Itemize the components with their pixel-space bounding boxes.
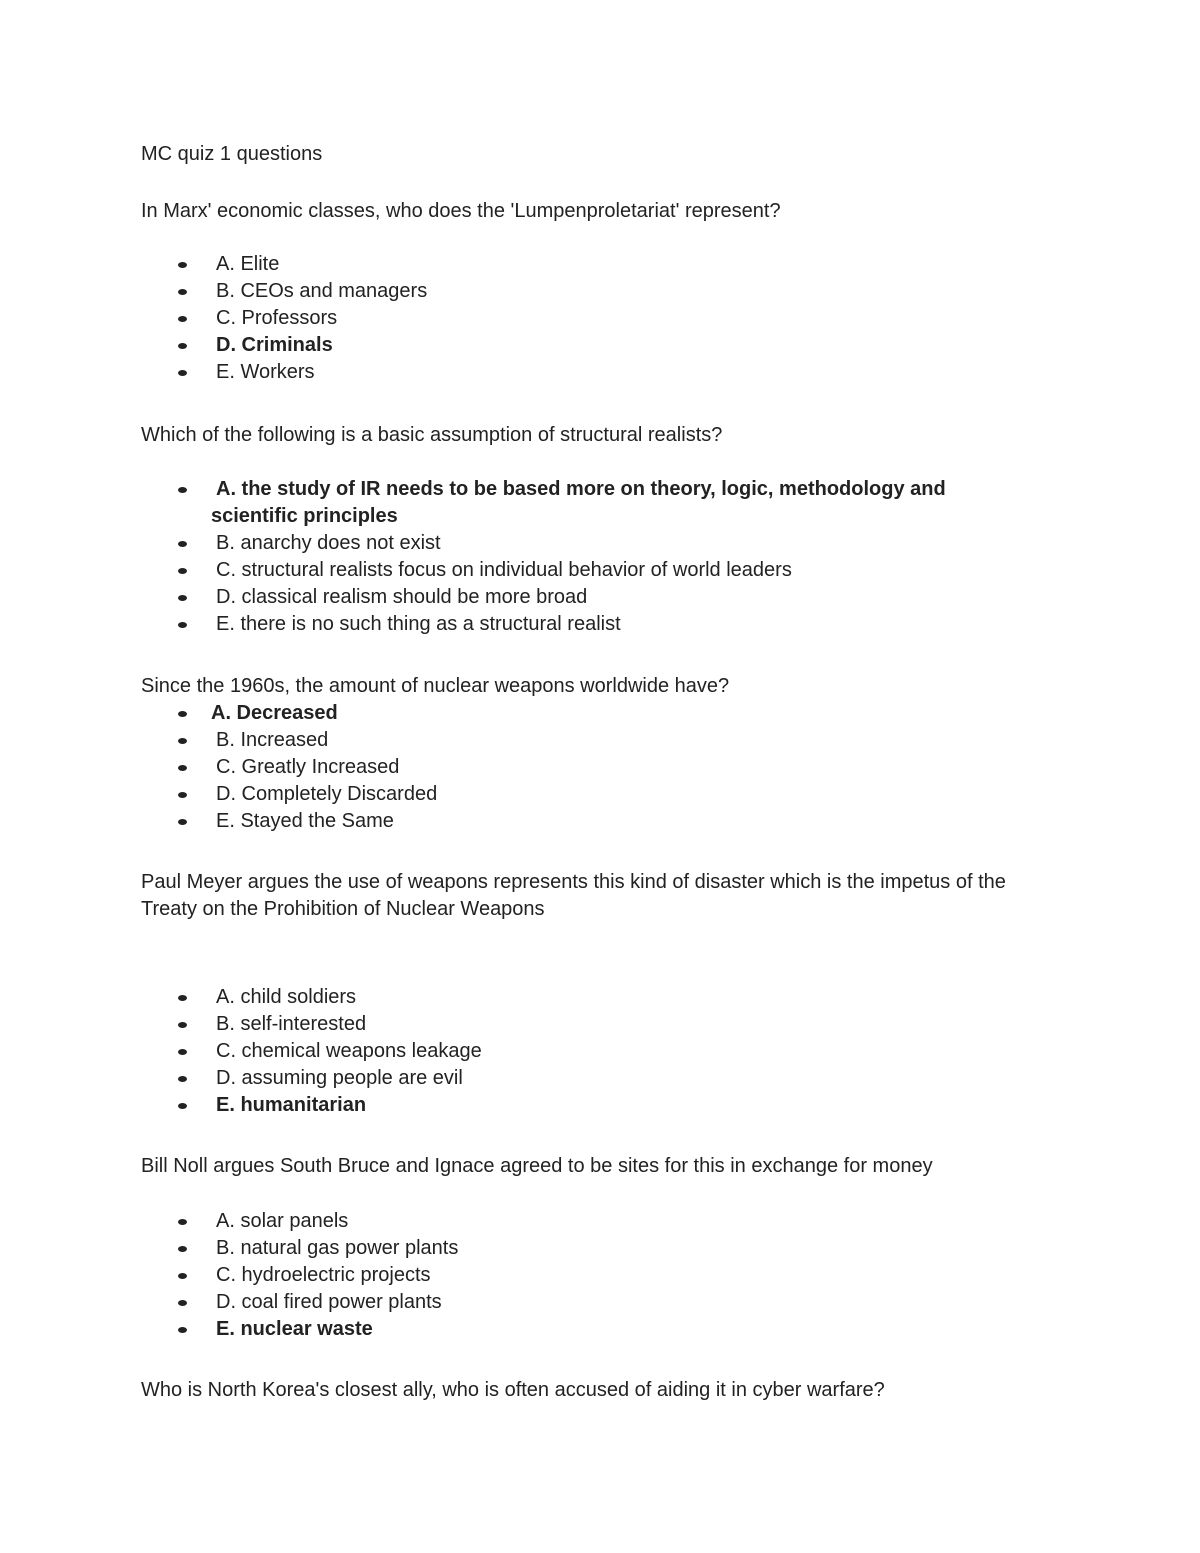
bullet-icon: [178, 1327, 187, 1333]
bullet-icon: [178, 1103, 187, 1109]
question-text: In Marx' economic classes, who does the 'Lumpenproletariat' represent?: [141, 200, 781, 222]
bullet-icon: [178, 1022, 187, 1028]
option-d: D. assuming people are evil: [141, 1065, 1061, 1092]
option-c: C. Professors: [141, 305, 1061, 332]
question-text: Bill Noll argues South Bruce and Ignace agreed to be sites for this in exchange for money: [141, 1155, 933, 1177]
option-c: C. structural realists focus on individual behavior of world leaders: [141, 557, 1061, 584]
option-list: [141, 1208, 1061, 1343]
option-e: E. Workers: [141, 359, 1061, 386]
option-c: C. hydroelectric projects: [141, 1262, 1061, 1289]
question-text: Who is North Korea's closest ally, who is often accused of aiding it in cyber warfare?: [141, 1379, 885, 1401]
question-4: [141, 869, 1061, 1119]
option-e: E. there is no such thing as a structural realist: [141, 611, 1061, 638]
question-text-line-2: Treaty on the Prohibition of Nuclear Weapons: [141, 898, 545, 920]
option-c: C. chemical weapons leakage: [141, 1038, 1061, 1065]
option-a: A. child soldiers: [141, 984, 1061, 1011]
option-b: B. self-interested: [141, 1011, 1061, 1038]
option-e: E. Stayed the Same: [141, 808, 1061, 835]
bullet-icon: [178, 487, 187, 493]
option-b: B. Increased: [141, 727, 1061, 754]
bullet-icon: [178, 1219, 187, 1225]
bullet-icon: [178, 1076, 187, 1082]
option-continuation: scientific principles: [211, 505, 398, 527]
question-text: Since the 1960s, the amount of nuclear weapons worldwide have?: [141, 675, 730, 697]
bullet-icon: [178, 1273, 187, 1279]
question-6: [141, 1377, 1061, 1404]
question-3: [141, 673, 1061, 835]
bullet-icon: [178, 1049, 187, 1055]
option-e-correct: E. humanitarian: [141, 1092, 1061, 1119]
bullet-icon: [178, 541, 187, 547]
option-d-correct: D. Criminals: [141, 332, 1061, 359]
option-d: D. coal fired power plants: [141, 1289, 1061, 1316]
question-text: Which of the following is a basic assumption of structural realists?: [141, 424, 723, 446]
bullet-icon: [178, 262, 187, 268]
option-d: D. Completely Discarded: [141, 781, 1061, 808]
bullet-icon: [178, 568, 187, 574]
option-list: [141, 984, 1061, 1119]
question-text-line-1: Paul Meyer argues the use of weapons represents this kind of disaster which is the impetus of the: [141, 871, 1006, 893]
option-a: A. Elite: [141, 251, 1061, 278]
bullet-icon: [178, 1246, 187, 1252]
question-1: [141, 198, 1061, 386]
option-list: [141, 476, 1061, 638]
option-list: [141, 251, 1061, 386]
option-b: B. CEOs and managers: [141, 278, 1061, 305]
option-b: B. natural gas power plants: [141, 1235, 1061, 1262]
option-list: [141, 700, 1061, 835]
bullet-icon: [178, 995, 187, 1001]
option-c: C. Greatly Increased: [141, 754, 1061, 781]
bullet-icon: [178, 595, 187, 601]
bullet-icon: [178, 819, 187, 825]
option-e-correct: E. nuclear waste: [141, 1316, 1061, 1343]
bullet-icon: [178, 1300, 187, 1306]
option-a-correct: A. the study of IR needs to be based more on theory, logic, methodology and scientific principles: [141, 476, 1061, 530]
option-b: B. anarchy does not exist: [141, 530, 1061, 557]
bullet-icon: [178, 316, 187, 322]
question-5: [141, 1153, 1061, 1343]
option-a-correct: A. Decreased: [141, 700, 1061, 727]
document-title: MC quiz 1 questions: [141, 143, 323, 165]
bullet-icon: [178, 370, 187, 376]
bullet-icon: [178, 765, 187, 771]
option-a: A. solar panels: [141, 1208, 1061, 1235]
bullet-icon: [178, 622, 187, 628]
bullet-icon: [178, 289, 187, 295]
option-d: D. classical realism should be more broad: [141, 584, 1061, 611]
question-2: [141, 422, 1061, 638]
bullet-icon: [178, 738, 187, 744]
bullet-icon: [178, 343, 187, 349]
bullet-icon: [178, 792, 187, 798]
bullet-icon: [178, 711, 187, 717]
